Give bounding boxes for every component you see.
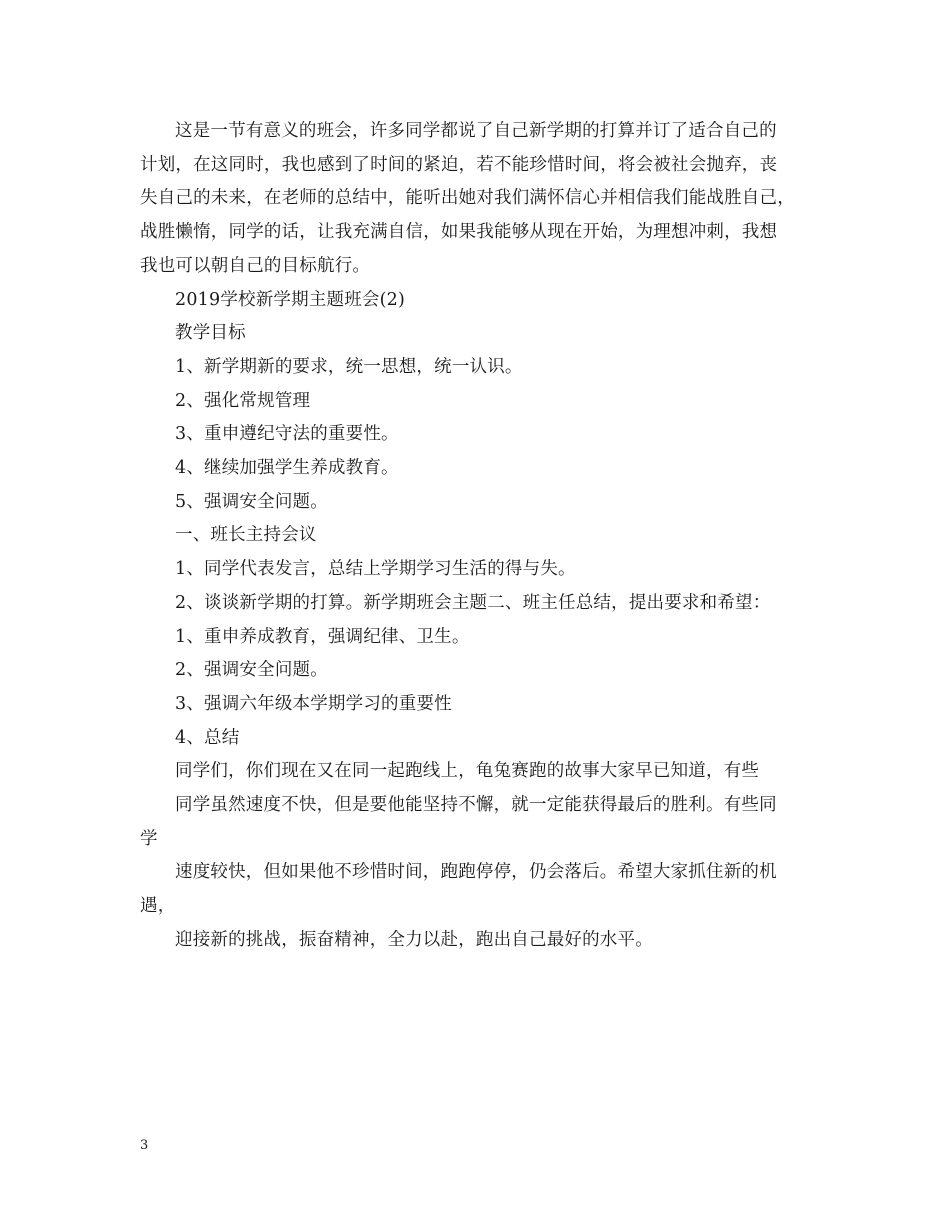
goal-item-3: 3、重申遵纪守法的重要性。 (175, 424, 399, 445)
intro-line-1: 这是一节有意义的班会，许多同学都说了自己新学期的打算并订了适合自己的 (175, 121, 777, 141)
intro-line-4: 战胜懒惰，同学的话，让我充满自信，如果我能够从现在开始，为理想冲刺，我想 (140, 222, 778, 243)
part-two-item-3: 3、强调六年级本学期学习的重要性 (175, 693, 452, 714)
closing-line-6: 迎接新的挑战，振奋精神，全力以赴，跑出自己最好的水平。 (175, 929, 653, 950)
closing-line-4: 速度较快，但如果他不珍惜时间，跑跑停停，仍会落后。希望大家抓住新的机 (175, 862, 777, 883)
part-two-item-1: 1、重申养成教育，强调纪律、卫生。 (175, 626, 470, 647)
intro-line-3: 失自己的未来，在老师的总结中，能听出她对我们满怀信心并相信我们能战胜自己， (140, 188, 795, 209)
page-number: 3 (140, 1138, 149, 1153)
goal-item-1: 1、新学期新的要求，统一思想，统一认识。 (175, 356, 523, 377)
intro-line-5: 我也可以朝自己的目标航行。 (140, 255, 371, 276)
closing-line-2: 同学虽然速度不快，但是要他能坚持不懈，就一定能获得最后的胜利。有些同 (175, 795, 777, 816)
closing-line-5: 遇， (140, 896, 176, 917)
part-two-item-2: 2、强调安全问题。 (175, 660, 328, 681)
goal-item-4: 4、继续加强学生养成教育。 (175, 458, 399, 479)
part-one-item-1: 1、同学代表发言，总结上学期学习生活的得与失。 (175, 559, 576, 580)
intro-line-2: 计划，在这同时，我也感到了时间的紧迫，若不能珍惜时间，将会被社会抛弃，丧 (140, 154, 778, 175)
part-one-heading: 一、班长主持会议 (175, 525, 317, 546)
goal-item-2: 2、强化常规管理 (175, 390, 311, 411)
part-one-item-2: 2、谈谈新学期的打算。新学期班会主题二、班主任总结，提出要求和希望： (175, 592, 771, 613)
document-body (140, 115, 830, 958)
section-title: 2019学校新学期主题班会(2) (175, 289, 406, 310)
goal-item-5: 5、强调安全问题。 (175, 491, 328, 512)
part-two-item-4: 4、总结 (175, 727, 240, 748)
closing-line-1: 同学们，你们现在又在同一起跑线上，龟兔赛跑的故事大家早已知道，有些 (175, 761, 760, 782)
closing-line-3: 学 (140, 828, 158, 849)
teaching-goals-heading: 教学目标 (175, 323, 246, 344)
